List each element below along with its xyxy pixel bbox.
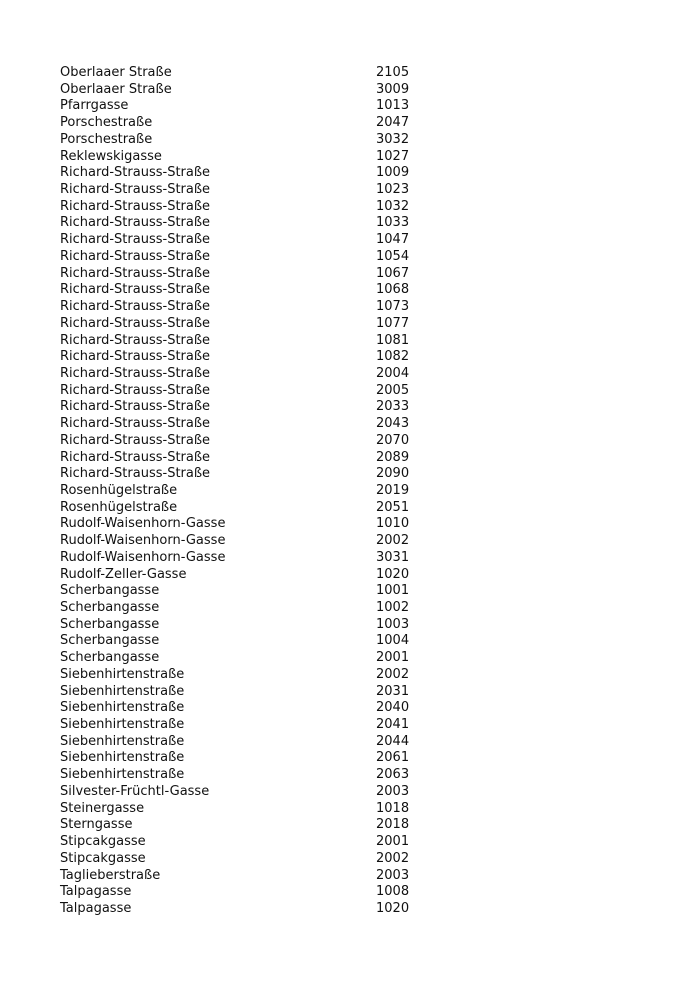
street-code: 2044 [376, 733, 410, 749]
list-item [60, 199, 420, 216]
list-item [60, 784, 420, 801]
street-name: Richard-Strauss-Straße [60, 165, 211, 181]
street-name: Scherbangasse [60, 583, 160, 599]
street-code: 2001 [376, 650, 410, 666]
street-name: Reklewskigasse [60, 148, 162, 164]
list-item [60, 851, 420, 868]
street-name: Siebenhirtenstraße [60, 700, 185, 716]
street-name: Richard-Strauss-Straße [60, 432, 211, 448]
list-item [60, 282, 420, 299]
list-item [60, 399, 420, 416]
street-name: Rudolf-Waisenhorn-Gasse [60, 549, 226, 565]
street-code: 2051 [376, 499, 410, 515]
list-item [60, 750, 420, 767]
street-name: Richard-Strauss-Straße [60, 416, 211, 432]
street-name: Rudolf-Waisenhorn-Gasse [60, 533, 226, 549]
street-name: Richard-Strauss-Straße [60, 182, 211, 198]
street-code: 1023 [376, 182, 410, 198]
street-code: 1001 [376, 583, 410, 599]
street-name: Scherbangasse [60, 616, 160, 632]
street-name: Steinergasse [60, 800, 145, 816]
street-name: Siebenhirtenstraße [60, 733, 185, 749]
street-name: Scherbangasse [60, 633, 160, 649]
street-name: Oberlaaer Straße [60, 65, 172, 80]
street-code: 1068 [376, 282, 410, 298]
street-code: 1081 [376, 332, 410, 348]
street-code: 2018 [376, 817, 410, 833]
street-code: 1020 [376, 900, 410, 916]
list-item [60, 533, 420, 550]
street-code: 1010 [376, 516, 410, 532]
street-code: 1032 [376, 198, 410, 214]
list-item [60, 383, 420, 400]
street-name: Siebenhirtenstraße [60, 717, 185, 733]
list-item [60, 165, 420, 182]
list-item [60, 901, 420, 918]
street-code: 2090 [376, 466, 410, 482]
list-item [60, 316, 420, 333]
street-code: 1082 [376, 349, 410, 365]
list-item [60, 299, 420, 316]
list-item [60, 516, 420, 533]
street-name: Rosenhügelstraße [60, 482, 178, 498]
street-name: Richard-Strauss-Straße [60, 332, 211, 348]
street-code: 1067 [376, 265, 410, 281]
street-code: 2001 [376, 834, 410, 850]
street-code: 1077 [376, 315, 410, 331]
street-code: 2105 [376, 65, 410, 80]
street-name: Richard-Strauss-Straße [60, 315, 211, 331]
list-item [60, 366, 420, 383]
list-item [60, 65, 420, 82]
list-item [60, 333, 420, 350]
list-item [60, 450, 420, 467]
street-code: 1027 [376, 148, 410, 164]
list-item [60, 834, 420, 851]
list-item [60, 600, 420, 617]
list-item [60, 717, 420, 734]
list-item [60, 349, 420, 366]
list-item [60, 684, 420, 701]
street-name: Sterngasse [60, 817, 133, 833]
street-code: 2061 [376, 750, 410, 766]
street-code: 2063 [376, 767, 410, 783]
street-name: Stipcakgasse [60, 834, 146, 850]
street-name: Siebenhirtenstraße [60, 767, 185, 783]
list-item [60, 132, 420, 149]
street-code: 1002 [376, 600, 410, 615]
street-code: 1054 [376, 248, 410, 264]
street-code: 2041 [376, 717, 410, 733]
list-item [60, 884, 420, 901]
street-name: Oberlaaer Straße [60, 81, 172, 97]
street-name: Richard-Strauss-Straße [60, 349, 211, 365]
street-name: Richard-Strauss-Straße [60, 466, 211, 482]
list-item [60, 868, 420, 885]
list-item [60, 82, 420, 99]
street-name: Richard-Strauss-Straße [60, 382, 211, 398]
street-name: Richard-Strauss-Straße [60, 399, 211, 415]
list-item [60, 700, 420, 717]
street-code: 2040 [376, 700, 410, 716]
street-code: 1033 [376, 215, 410, 231]
street-code: 2002 [376, 533, 410, 549]
list-item [60, 550, 420, 567]
street-code: 2031 [376, 683, 410, 699]
list-item [60, 416, 420, 433]
street-code: 1047 [376, 232, 410, 248]
street-code: 2089 [376, 449, 410, 465]
street-name: Rosenhügelstraße [60, 499, 178, 515]
street-name: Pfarrgasse [60, 98, 129, 114]
street-code-list [60, 65, 420, 918]
street-name: Rudolf-Waisenhorn-Gasse [60, 516, 226, 532]
street-code: 2047 [376, 115, 410, 131]
street-code: 2004 [376, 365, 410, 381]
street-name: Talpagasse [60, 900, 132, 916]
street-name: Stipcakgasse [60, 850, 146, 866]
street-name: Richard-Strauss-Straße [60, 365, 211, 381]
list-item [60, 667, 420, 684]
street-code: 1018 [376, 800, 410, 816]
street-code: 2019 [376, 482, 410, 498]
street-code: 1020 [376, 566, 410, 582]
list-item [60, 483, 420, 500]
list-item [60, 149, 420, 166]
street-name: Porschestraße [60, 131, 153, 147]
street-code: 1013 [376, 98, 410, 114]
street-name: Richard-Strauss-Straße [60, 248, 211, 264]
street-name: Rudolf-Zeller-Gasse [60, 566, 187, 582]
list-item [60, 801, 420, 818]
list-item [60, 567, 420, 584]
street-code: 2070 [376, 432, 410, 448]
street-code: 1003 [376, 616, 410, 632]
street-code: 2005 [376, 382, 410, 398]
list-item [60, 817, 420, 834]
list-item [60, 633, 420, 650]
street-code: 2002 [376, 666, 410, 682]
street-name: Talpagasse [60, 884, 132, 900]
list-item [60, 433, 420, 450]
street-code: 2003 [376, 783, 410, 799]
list-item [60, 249, 420, 266]
list-item [60, 115, 420, 132]
street-code: 1073 [376, 299, 410, 315]
street-code: 3032 [376, 131, 410, 147]
list-item [60, 98, 420, 115]
street-name: Silvester-Früchtl-Gasse [60, 783, 210, 799]
street-code: 2003 [376, 867, 410, 883]
street-name: Porschestraße [60, 115, 153, 131]
street-code: 1004 [376, 633, 410, 649]
street-name: Siebenhirtenstraße [60, 683, 185, 699]
list-item [60, 182, 420, 199]
street-code: 2043 [376, 416, 410, 432]
street-name: Richard-Strauss-Straße [60, 265, 211, 281]
street-name: Taglieberstraße [60, 867, 161, 883]
street-name: Richard-Strauss-Straße [60, 282, 211, 298]
street-name: Scherbangasse [60, 650, 160, 666]
list-item [60, 232, 420, 249]
list-item [60, 266, 420, 283]
street-code: 3031 [376, 549, 410, 565]
list-item [60, 215, 420, 232]
list-item [60, 583, 420, 600]
list-item [60, 466, 420, 483]
street-name: Richard-Strauss-Straße [60, 299, 211, 315]
street-code: 1008 [376, 884, 410, 900]
street-name: Scherbangasse [60, 600, 160, 615]
list-item [60, 617, 420, 634]
street-code: 3009 [376, 81, 410, 97]
street-code: 2002 [376, 850, 410, 866]
list-item [60, 500, 420, 517]
list-item [60, 767, 420, 784]
list-item [60, 734, 420, 751]
street-name: Richard-Strauss-Straße [60, 215, 211, 231]
list-item [60, 650, 420, 667]
street-code: 1009 [376, 165, 410, 181]
street-name: Richard-Strauss-Straße [60, 232, 211, 248]
street-name: Siebenhirtenstraße [60, 666, 185, 682]
street-code: 2033 [376, 399, 410, 415]
street-name: Richard-Strauss-Straße [60, 449, 211, 465]
street-name: Siebenhirtenstraße [60, 750, 185, 766]
street-name: Richard-Strauss-Straße [60, 198, 211, 214]
